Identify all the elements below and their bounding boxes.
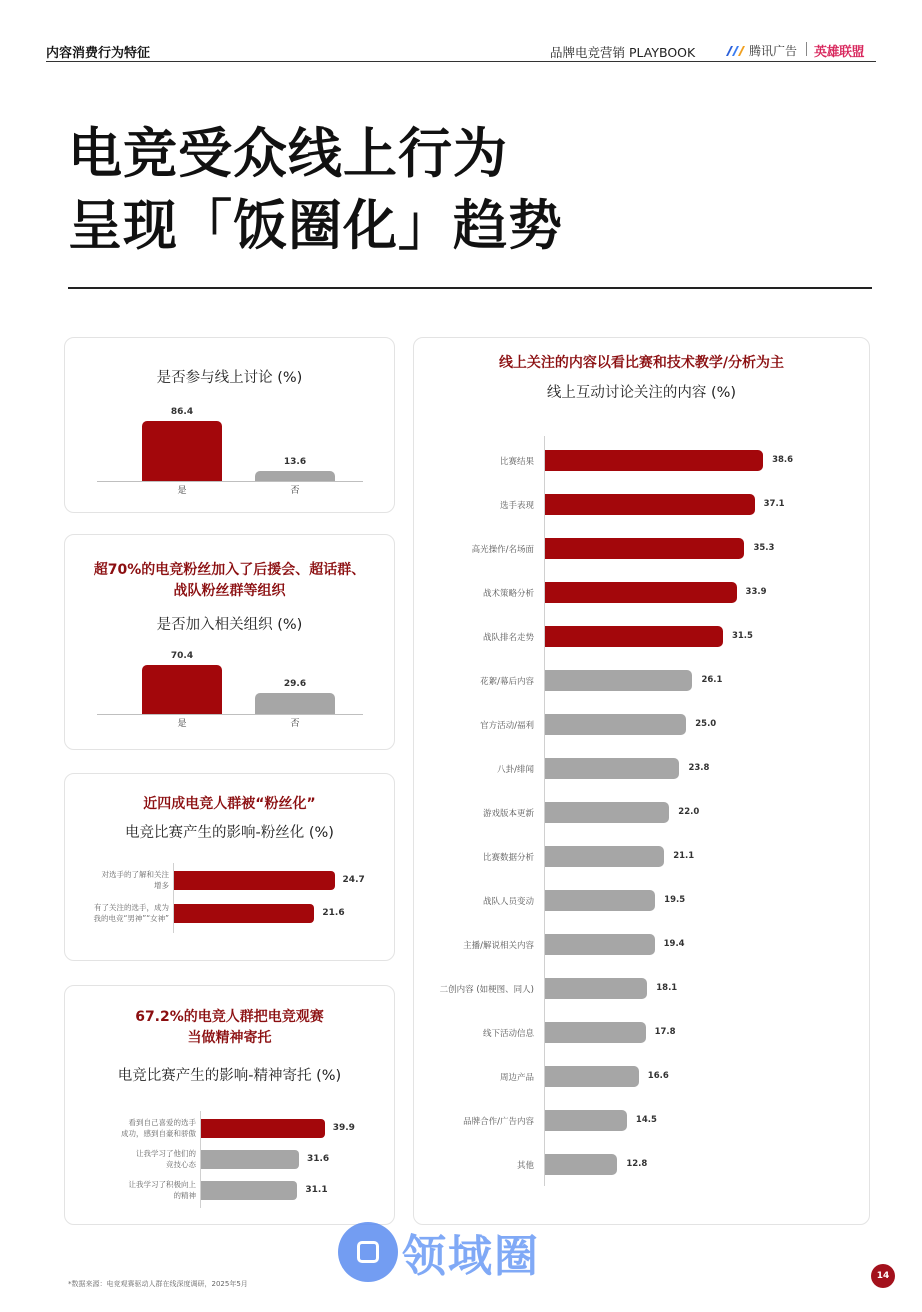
card4-highlight-line1: 67.2%的电竞人群把电竞观赛 [135, 1009, 324, 1025]
bar-category-2 [73, 1179, 196, 1201]
bar-5 [545, 670, 692, 691]
logo-divider [806, 42, 807, 56]
bar-category-1: 否 [290, 719, 300, 729]
bar-value-10: 19.5 [664, 895, 686, 905]
playbook-label: 品牌电竞营销 PLAYBOOK [550, 45, 696, 60]
bar-category-5: 花絮/幕后内容 [480, 677, 534, 687]
card-fandom-influence [64, 773, 395, 961]
bar-value-13: 17.8 [654, 1027, 676, 1037]
bar-category-1: 选手表现 [499, 501, 534, 511]
bar-category-14: 周边产品 [499, 1073, 534, 1083]
bar-12 [545, 978, 647, 999]
bar-4 [545, 626, 723, 647]
chart-axis [97, 714, 363, 715]
bar-category-4: 战队排名走势 [482, 633, 534, 643]
bar-category-12: 二创内容 (如梗图、同人) [439, 985, 534, 995]
bar-0 [545, 450, 763, 471]
card5-highlight: 线上关注的内容以看比赛和技术教学/分析为主 [498, 355, 785, 371]
bar-category-0: 是 [177, 719, 187, 729]
card5-title: 线上互动讨论关注的内容 (%) [546, 385, 737, 401]
tencent-ads-logo [724, 42, 797, 59]
bar-1 [255, 693, 335, 714]
bar-7 [545, 758, 679, 779]
watermark-logo-icon [338, 1222, 398, 1282]
card2-highlight [65, 560, 394, 602]
card4-highlight [65, 1007, 394, 1049]
bar-category-line: 对选手的了解和关注 [101, 870, 169, 879]
card-spiritual-support [64, 985, 395, 1225]
card2-title: 是否加入相关组织 (%) [156, 617, 303, 633]
bar-value-5: 26.1 [701, 675, 723, 685]
bar-13 [545, 1022, 646, 1043]
bar-14 [545, 1066, 639, 1087]
bar-15 [545, 1110, 627, 1131]
bar-category-13: 线下活动信息 [482, 1029, 534, 1039]
bar-6 [545, 714, 686, 735]
bar-value-16: 12.8 [626, 1159, 648, 1169]
bar-value-1: 13.6 [283, 457, 307, 468]
bar-value-6: 25.0 [695, 719, 717, 729]
bar-value-9: 21.1 [673, 851, 695, 861]
bar-category-2: 高光操作/名场面 [471, 545, 534, 555]
bar-1 [255, 471, 335, 481]
bar-value-1: 29.6 [283, 679, 307, 690]
bar-category-line: 增多 [154, 881, 169, 890]
bar-value-14: 16.6 [647, 1071, 669, 1081]
bar-9 [545, 846, 664, 867]
bar-2 [545, 538, 744, 559]
footnote: *数据来源：电竞观赛驱动人群在线深度调研，2025年5月 [68, 1280, 248, 1288]
bar-category-1: 否 [290, 486, 300, 496]
title-rule [68, 287, 872, 289]
bar-category-11: 主播/解说相关内容 [463, 941, 534, 951]
bar-value-15: 14.5 [635, 1115, 657, 1125]
bar-value-2: 31.1 [305, 1185, 328, 1195]
card3-title: 电竞比赛产生的影响-粉丝化 (%) [125, 825, 334, 841]
page-number: 14 [871, 1264, 895, 1288]
bar-category-8: 游戏版本更新 [482, 809, 534, 819]
card1-title: 是否参与线上讨论 (%) [156, 370, 303, 386]
section-label: 内容消费行为特征 [46, 46, 151, 61]
card-join-organization [64, 534, 395, 750]
bar-value-11: 19.4 [663, 939, 685, 949]
bar-0 [201, 1119, 325, 1138]
bar-category-line: 的精神 [173, 1191, 196, 1200]
bar-1 [174, 904, 314, 923]
bar-category-15: 品牌合作/广告内容 [463, 1117, 534, 1127]
bar-category-line: 有了关注的选手，成为 [94, 903, 169, 912]
bar-1 [545, 494, 755, 515]
bar-category-0: 是 [177, 486, 187, 496]
bar-value-0: 86.4 [170, 406, 194, 417]
bar-category-line: 看到自己喜爱的选手 [128, 1118, 196, 1127]
bar-value-1: 21.6 [322, 908, 345, 918]
bar-category-7: 八卦/绯闻 [497, 765, 534, 775]
card-content-focus [413, 337, 870, 1225]
bar-value-0: 24.7 [342, 875, 365, 885]
bar-category-1 [73, 902, 169, 924]
card-online-discussion [64, 337, 395, 513]
bar-1 [201, 1150, 299, 1169]
bar-10 [545, 890, 655, 911]
watermark-text: 领域圈 [402, 1231, 540, 1282]
bar-value-2: 35.3 [753, 543, 775, 553]
bar-value-4: 31.5 [731, 631, 753, 641]
bar-value-3: 33.9 [745, 587, 767, 597]
bar-0 [142, 665, 222, 714]
bar-category-16: 其他 [516, 1161, 534, 1171]
bar-category-9: 比赛数据分析 [482, 853, 534, 863]
bar-0 [174, 871, 335, 890]
card3-highlight: 近四成电竞人群被“粉丝化” [143, 796, 316, 812]
bar-value-0: 39.9 [332, 1123, 355, 1133]
bar-category-6: 官方活动/福利 [480, 721, 534, 731]
chart-axis [97, 481, 363, 482]
bar-0 [142, 421, 222, 481]
page-title-line2: 呈现「饭圈化」趋势 [68, 194, 563, 257]
bar-category-3: 战术策略分析 [482, 589, 534, 599]
watermark [338, 1220, 540, 1284]
bar-category-line: 我的电竞“男神”“女神” [93, 914, 169, 923]
card4-highlight-line2: 当做精神寄托 [187, 1030, 272, 1046]
card4-title: 电竞比赛产生的影响-精神寄托 (%) [117, 1068, 342, 1084]
bar-category-line: 竞技心态 [166, 1160, 196, 1169]
bar-value-7: 23.8 [688, 763, 710, 773]
bar-value-0: 38.6 [772, 455, 794, 465]
hero-league-logo: 英雄联盟 [814, 45, 865, 60]
card2-highlight-line1: 超70%的电竞粉丝加入了后援会、超话群、 [93, 562, 366, 578]
bar-category-0 [73, 1117, 196, 1139]
tencent-logo-text: 腾讯广告 [749, 44, 798, 58]
bar-category-line: 让我学习了他们的 [136, 1149, 196, 1158]
page-title-line1: 电竞受众线上行为 [68, 122, 508, 185]
bar-11 [545, 934, 655, 955]
bar-category-0: 比赛结果 [499, 457, 534, 467]
bar-value-0: 70.4 [170, 650, 194, 661]
bar-category-1 [73, 1148, 196, 1170]
bar-value-1: 31.6 [306, 1154, 330, 1164]
tencent-logo-icon [724, 45, 746, 57]
bar-8 [545, 802, 669, 823]
bar-value-12: 18.1 [656, 983, 678, 993]
bar-value-8: 22.0 [678, 807, 700, 817]
bar-category-line: 让我学习了积极向上 [128, 1180, 196, 1189]
bar-2 [201, 1181, 297, 1200]
header-rule [46, 61, 876, 62]
card2-highlight-line2: 战队粉丝群等组织 [173, 583, 286, 599]
bar-3 [545, 582, 737, 603]
bar-category-0 [73, 869, 169, 891]
bar-category-line: 成功，感到自豪和骄傲 [121, 1129, 196, 1138]
bar-category-10: 战队人员变动 [482, 897, 534, 907]
bar-value-1: 37.1 [763, 499, 785, 509]
bar-16 [545, 1154, 617, 1175]
page-title [68, 118, 563, 262]
